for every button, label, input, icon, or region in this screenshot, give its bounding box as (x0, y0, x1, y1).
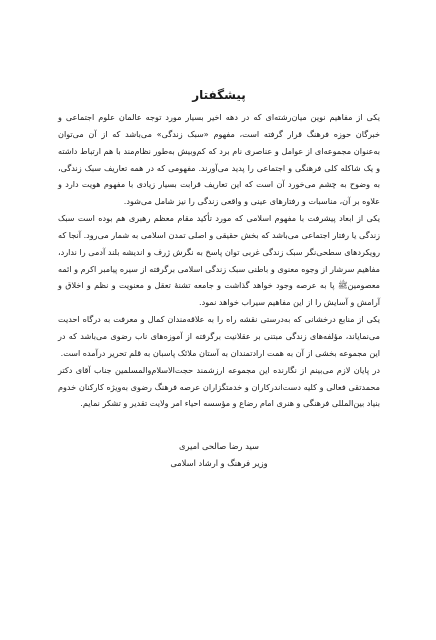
signature-name: سید رضا صالحی امیری (179, 441, 259, 452)
document-page (58, 88, 380, 472)
paragraph-1: یکی از مفاهیم نوین میان‌رشته‌ای که در دهه اخیر بسیار مورد توجه عالمان علوم اجتماعی و خبرگان حوزه فرهنگ قرار گرفته است، مفهوم «سبک زندگی» می‌باشد که از آن می‌توان به‌عنوان مجموعه‌ای از عوامل و عناصری نام برد که کم‌وبیش به‌طور نظام‌مند با هم ارتباط داشته و یک شاکله کلی فرهنگی و اجتماعی را پدید می‌آورند. مفهومی که در همه تعاریف سبک زندگی، به وضوح به چشم می‌خورد آن است که این تعاریف قرابت بسیار زیادی با مفهوم هویت دارد و علاوه بر آن، مناسبات و رفتارهای عینی و واقعی زندگی را نیز شامل می‌شود. (58, 112, 380, 207)
signature-block (58, 438, 380, 472)
paragraph-3: یکی از منابع درخشانی که به‌درستی نقشه راه را به علاقه‌مندان کمال و معرفت به درگاه احدیت می‌نمایاند، مؤلفه‌های زندگی مبتنی بر عقلانیت برگرفته از آموزه‌های ناب رضوی می‌باشد که در این مجموعه بخشی از آن به همت ارادتمندان به آستان ملائک پاسبان به قلم تحریر درآمده است. (58, 314, 380, 358)
signature-position: وزیر فرهنگ و ارشاد اسلامی (170, 458, 268, 469)
paragraph-4: در پایان لازم می‌بینم از نگارنده این مجموعه ارزشمند حجت‌الاسلام‌والمسلمین جناب آقای دکتر محمدتقی فعالی و کلیه دست‌اندرکاران و خدمتگزاران عرصه فرهنگ رضوی به‌ویژه کارکنان خدوم بنیاد بین‌المللی فرهنگی و هنری امام رضاع و مؤسسه احیاء امر ولایت تقدیر و تشکر نمایم. (58, 364, 380, 409)
page-title: پیشگفتار (192, 88, 246, 102)
paragraph-2: یکی از ابعاد پیشرفت با مفهوم اسلامی که مورد تأکید مقام معظم رهبری هم بوده است سبک زندگی یا رفتار اجتماعی می‌باشد که بخش حقیقی و اصلی تمدن اسلامی به شمار می‌رود. آنجا که رویکردهای سطحی‌نگر سبک زندگی غربی توان پاسخ به نگرش ژرف و اندیشه بلند آدمی را ندارد، مفاهیم سرشار از وجوه معنوی و باطنی سبک زندگی اسلامی برگرفته از سیره پیامبر اکرم و ائمه معصومینﷺ پا به عرصه وجود خواهد گذاشت و جامعه تشنهٔ تعقل و معنویت و نظم و اخلاق و آرامش و آسایش را از این مفاهیم سیراب خواهد نمود. (58, 213, 380, 308)
